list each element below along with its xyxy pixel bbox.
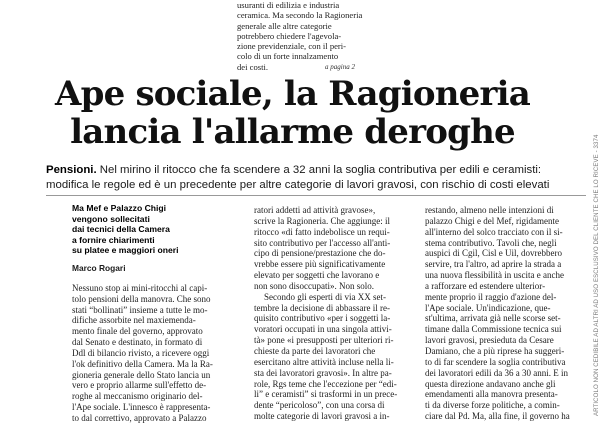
- body-line: ritocco «di fatto indebolisce un requi-: [254, 226, 390, 237]
- body-line: questa direzione andavano anche gli: [425, 378, 556, 389]
- headline-line-2: lancia l'allarme deroghe: [70, 112, 515, 152]
- body-line: ti da diverse forze politiche, a comin-: [425, 400, 560, 411]
- deck-kicker: Pensioni.: [46, 164, 97, 176]
- body-line: difiche assorbite nel maxiemenda-: [72, 315, 196, 326]
- body-line: tà» pone «i presupposti per ulteriori ri-: [254, 335, 394, 346]
- body-line: voratori occupati in una singola attivi-: [254, 324, 392, 335]
- body-line: palazzo Chigi e del Mef, rigidamente: [425, 215, 559, 226]
- body-line: quisito contributivo «per i soggetti la-: [254, 313, 391, 324]
- body-line: non sono disoccupati». Non solo.: [254, 280, 374, 291]
- body-line: to di far scendere la soglia contributiva: [425, 356, 566, 367]
- snippet-line: zione previdenziale, con il peri-: [237, 41, 347, 52]
- body-line: all'interno del solco tracciato con il si-: [425, 226, 563, 237]
- deck-text-1: Nel mirino il ritocco che fa scendere a 32 anni la soglia contributiva per edili e ceramisti:: [96, 164, 542, 176]
- body-line: vrebbe essere più significativamente: [254, 259, 386, 270]
- body-line: restando, almeno nelle intenzioni di: [425, 205, 554, 215]
- body-line: vero e proprio allarme sull'effetto de-: [72, 380, 207, 391]
- body-line: sito contributivo per l'accesso all'anti-: [254, 237, 391, 248]
- byline: Marco Rogari: [72, 262, 126, 273]
- body-line: l'ok definitivo della Camera. Ma la Ra-: [72, 358, 213, 369]
- body-line: dente “pericoloso”, con una corsa di: [254, 400, 385, 411]
- body-line: l'Ape sociale. L'innesco è rappresenta-: [72, 402, 211, 413]
- body-line: li” e ceramisti” si trasformi in un prece-: [254, 389, 398, 400]
- deck-line-2: modifica le regole ed è un precedente per altre categorie di lavori gravosi, con rischio di costi elevati: [46, 179, 550, 191]
- body-line: elevato per soggetti che lavorano e: [254, 270, 380, 281]
- body-line: esercitano altre attività incluse nella li-: [254, 356, 394, 367]
- body-line: molte categorie di lavori gravosi a in-: [254, 411, 390, 422]
- summary-line: Ma Mef e Palazzo Chigi: [72, 203, 167, 213]
- body-line: ratori addetti ad attività gravose»,: [254, 205, 376, 215]
- summary-line: a fornire chiarimenti: [72, 234, 155, 245]
- side-notice: [585, 6, 600, 416]
- deck: [46, 163, 586, 193]
- body-line: Damiano, che a più riprese ha suggeri-: [425, 345, 565, 356]
- snippet-line: colo di un forte innalzamento: [237, 51, 339, 62]
- snippet-line: potrebbero chiedere l'agevola-: [237, 30, 342, 41]
- body-line: ciare dal Pd. Ma, alla fine, il governo ha: [425, 411, 570, 422]
- body-line: servire, tra l'altro, ad aprire la strada a: [425, 259, 562, 270]
- column-1: [72, 203, 242, 424]
- body-line: st'ultima, arrivata già nelle scorse set-: [425, 313, 561, 324]
- summary-line: su platee e maggiori oneri: [72, 245, 179, 256]
- body-line: cipo di pensione/prestazione che do-: [254, 248, 386, 259]
- body-line: Nessuno stop ai mini-ritocchi al capi-: [72, 282, 208, 293]
- body-line: dal Senato e destinato, in formato di: [72, 337, 203, 348]
- snippet-line: usuranti di edilizia e industria: [237, 0, 340, 10]
- summary-line: dai tecnici della Camera: [72, 224, 170, 235]
- deck-line-1: [46, 163, 586, 178]
- body-line: sta dei lavoratori gravosi». In altre pa-: [254, 367, 392, 378]
- side-notice-text: ARTICOLO NON CEDIBILE AD ALTRI AD USO ESCLUSIVO DEL CLIENTE CHE LO RICEVE - 3374: [593, 134, 600, 416]
- body-line: tolo pensioni della manovra. Che sono: [72, 293, 211, 304]
- body-line: chieste da parte dei lavoratori che: [254, 345, 376, 356]
- body-line: tembre la decisione di abbassare il re-: [254, 302, 390, 313]
- summary-line: vengono sollecitati: [72, 213, 150, 224]
- body-line: stati “bollinati” insieme a tutte le mo-: [72, 304, 208, 315]
- body-line: lavori gravosi, presieduta da Cesare: [425, 335, 554, 346]
- headline: [0, 75, 585, 151]
- body-line: to dal correttivo, approvato a Palazzo: [72, 412, 207, 423]
- snippet-line: ceramica. Ma secondo la Ragioneria: [237, 10, 363, 21]
- body-line: Secondo gli esperti di via XX set-: [264, 291, 386, 302]
- headline-line-1: Ape sociale, la Ragioneria: [55, 74, 530, 114]
- body-line: una nuova flessibilità in uscita e anche: [425, 270, 564, 281]
- snippet-line: generale alle altre categorie: [237, 20, 332, 31]
- snippet-line: dei costi.: [237, 61, 269, 72]
- body-line: stema contributivo. Tavoli che, negli: [425, 237, 557, 248]
- body-line: l'Ape sociale. Un'indicazione, que-: [425, 302, 551, 313]
- divider: [46, 195, 586, 196]
- body-line: Ddl di bilancio rivisto, a ricevere oggi: [72, 347, 210, 358]
- body-line: gioneria generale dello Stato lancia un: [72, 369, 211, 380]
- summary-box: [72, 203, 242, 256]
- body-line: a rafforzare ed estendere ulterior-: [425, 280, 546, 291]
- column-2: [254, 205, 418, 422]
- body-line: emendamenti alla manovra presenta-: [425, 389, 558, 400]
- body-line: mento finale del governo, approvato: [72, 326, 203, 337]
- top-article-snippet: [237, 0, 387, 72]
- body-line: timane dalla Commissione tecnica sui: [425, 324, 562, 335]
- column-3: [425, 205, 585, 422]
- body-line: dei lavoratori edili da 36 a 30 anni. E in: [425, 367, 568, 378]
- body-line: role, Rgs teme che l'eccezione per “edi-: [254, 378, 397, 389]
- body-line: roghe al meccanismo originario del-: [72, 391, 203, 402]
- page-reference: a pagina 2: [325, 63, 355, 71]
- body-line: mente proprio il raggio d'azione del-: [425, 291, 557, 302]
- body-line: auspici di Cgil, Cisl e Uil, dovrebbero: [425, 248, 562, 259]
- body-line: scrive la Ragioneria. Che aggiunge: il: [254, 215, 390, 226]
